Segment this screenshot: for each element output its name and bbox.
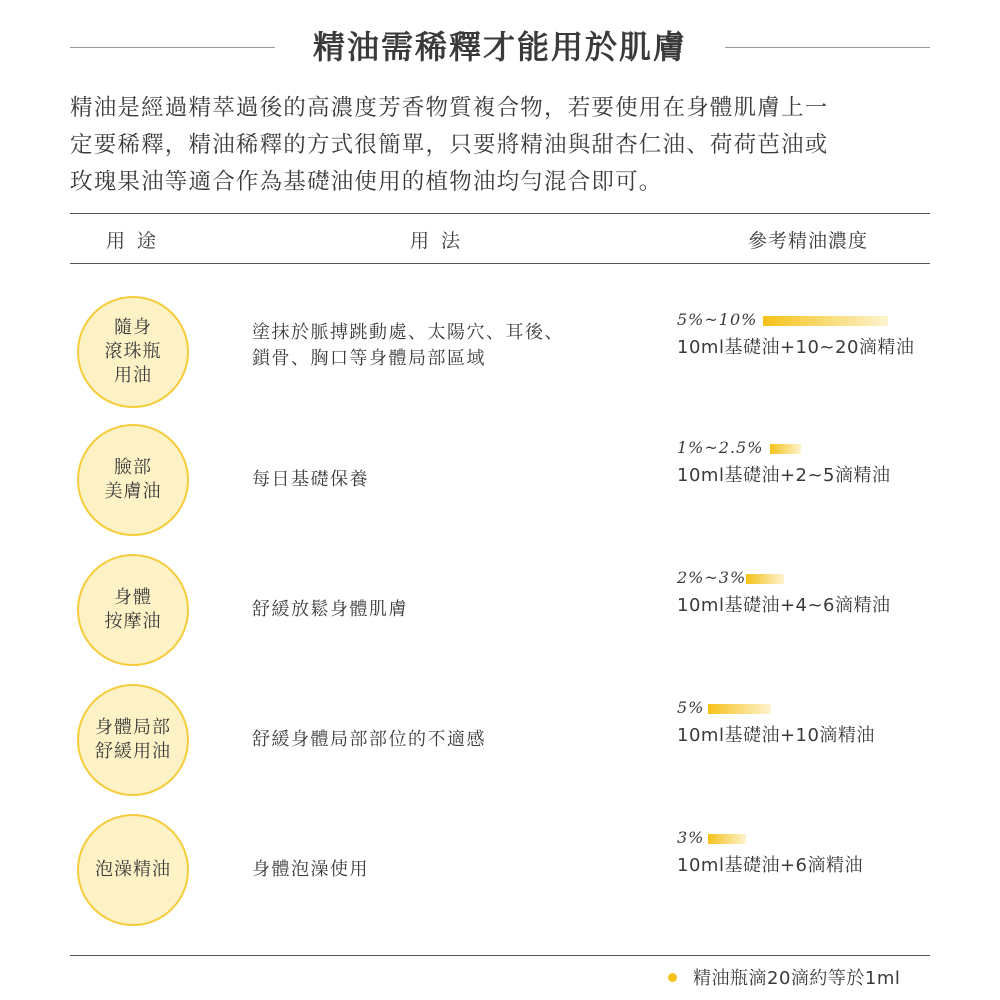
purpose-badge xyxy=(77,424,189,536)
purpose-badge xyxy=(77,814,189,926)
purpose-label: 泡澡精油 xyxy=(95,859,171,880)
concentration-bar xyxy=(770,444,801,454)
table-header-rule xyxy=(70,263,930,264)
footnote xyxy=(668,964,900,990)
intro-line: 精油是經過精萃過後的高濃度芳香物質複合物，若要使用在身體肌膚上一 xyxy=(70,95,829,121)
usage-text: 身體泡澡使用 xyxy=(252,859,369,880)
concentration-bar xyxy=(746,574,784,584)
footnote-text: 精油瓶滴20滴約等於1ml xyxy=(693,968,901,989)
intro-line: 玫瑰果油等適合作為基礎油使用的植物油均勻混合即可。 xyxy=(70,169,663,195)
concentration-bar xyxy=(763,316,888,326)
concentration-label: 2%~3% xyxy=(677,568,747,587)
usage-text: 每日基礎保養 xyxy=(252,469,369,490)
table-bottom-rule xyxy=(70,955,930,956)
usage-text: 舒緩放鬆身體肌膚 xyxy=(252,599,408,620)
concentration-bar xyxy=(708,704,771,714)
bullet-dot-icon xyxy=(668,973,677,982)
purpose-label: 身體 按摩油 xyxy=(104,587,162,632)
purpose-label: 隨身 滾珠瓶 用油 xyxy=(104,317,162,386)
intro-paragraph xyxy=(70,90,935,201)
page-title: 精油需稀釋才能用於肌膚 xyxy=(312,28,687,66)
title-banner xyxy=(70,22,930,72)
dilution-recipe: 10ml基礎油+10滴精油 xyxy=(677,725,875,746)
dilution-recipe: 10ml基礎油+2~5滴精油 xyxy=(677,465,891,486)
header-purpose: 用 途 xyxy=(106,230,160,252)
usage-text: 舒緩身體局部部位的不適感 xyxy=(252,729,486,750)
purpose-label: 身體局部 舒緩用油 xyxy=(95,717,171,762)
purpose-badge xyxy=(77,554,189,666)
header-concentration: 參考精油濃度 xyxy=(748,230,869,252)
table-row xyxy=(0,684,1000,804)
intro-line: 定要稀釋，精油稀釋的方式很簡單，只要將精油與甜杏仁油、荷荷芭油或 xyxy=(70,132,829,158)
purpose-badge xyxy=(77,684,189,796)
concentration-label: 5% xyxy=(677,698,705,717)
table-row xyxy=(0,814,1000,934)
header-method: 用 法 xyxy=(410,230,464,252)
concentration-bar xyxy=(708,834,746,844)
table-top-rule xyxy=(70,213,930,214)
dilution-recipe: 10ml基礎油+4~6滴精油 xyxy=(677,595,891,616)
concentration-label: 5%~10% xyxy=(677,310,758,329)
dilution-recipe: 10ml基礎油+6滴精油 xyxy=(677,855,863,876)
table-row xyxy=(0,296,1000,416)
table-row xyxy=(0,554,1000,674)
concentration-label: 3% xyxy=(677,828,705,847)
concentration-label: 1%~2.5% xyxy=(677,438,764,457)
purpose-badge xyxy=(77,296,189,408)
purpose-label: 臉部 美膚油 xyxy=(104,457,162,502)
table-row xyxy=(0,424,1000,544)
usage-text: 塗抹於脈搏跳動處、太陽穴、耳後、 鎖骨、胸口等身體局部區域 xyxy=(252,322,564,369)
dilution-recipe: 10ml基礎油+10~20滴精油 xyxy=(677,337,915,358)
